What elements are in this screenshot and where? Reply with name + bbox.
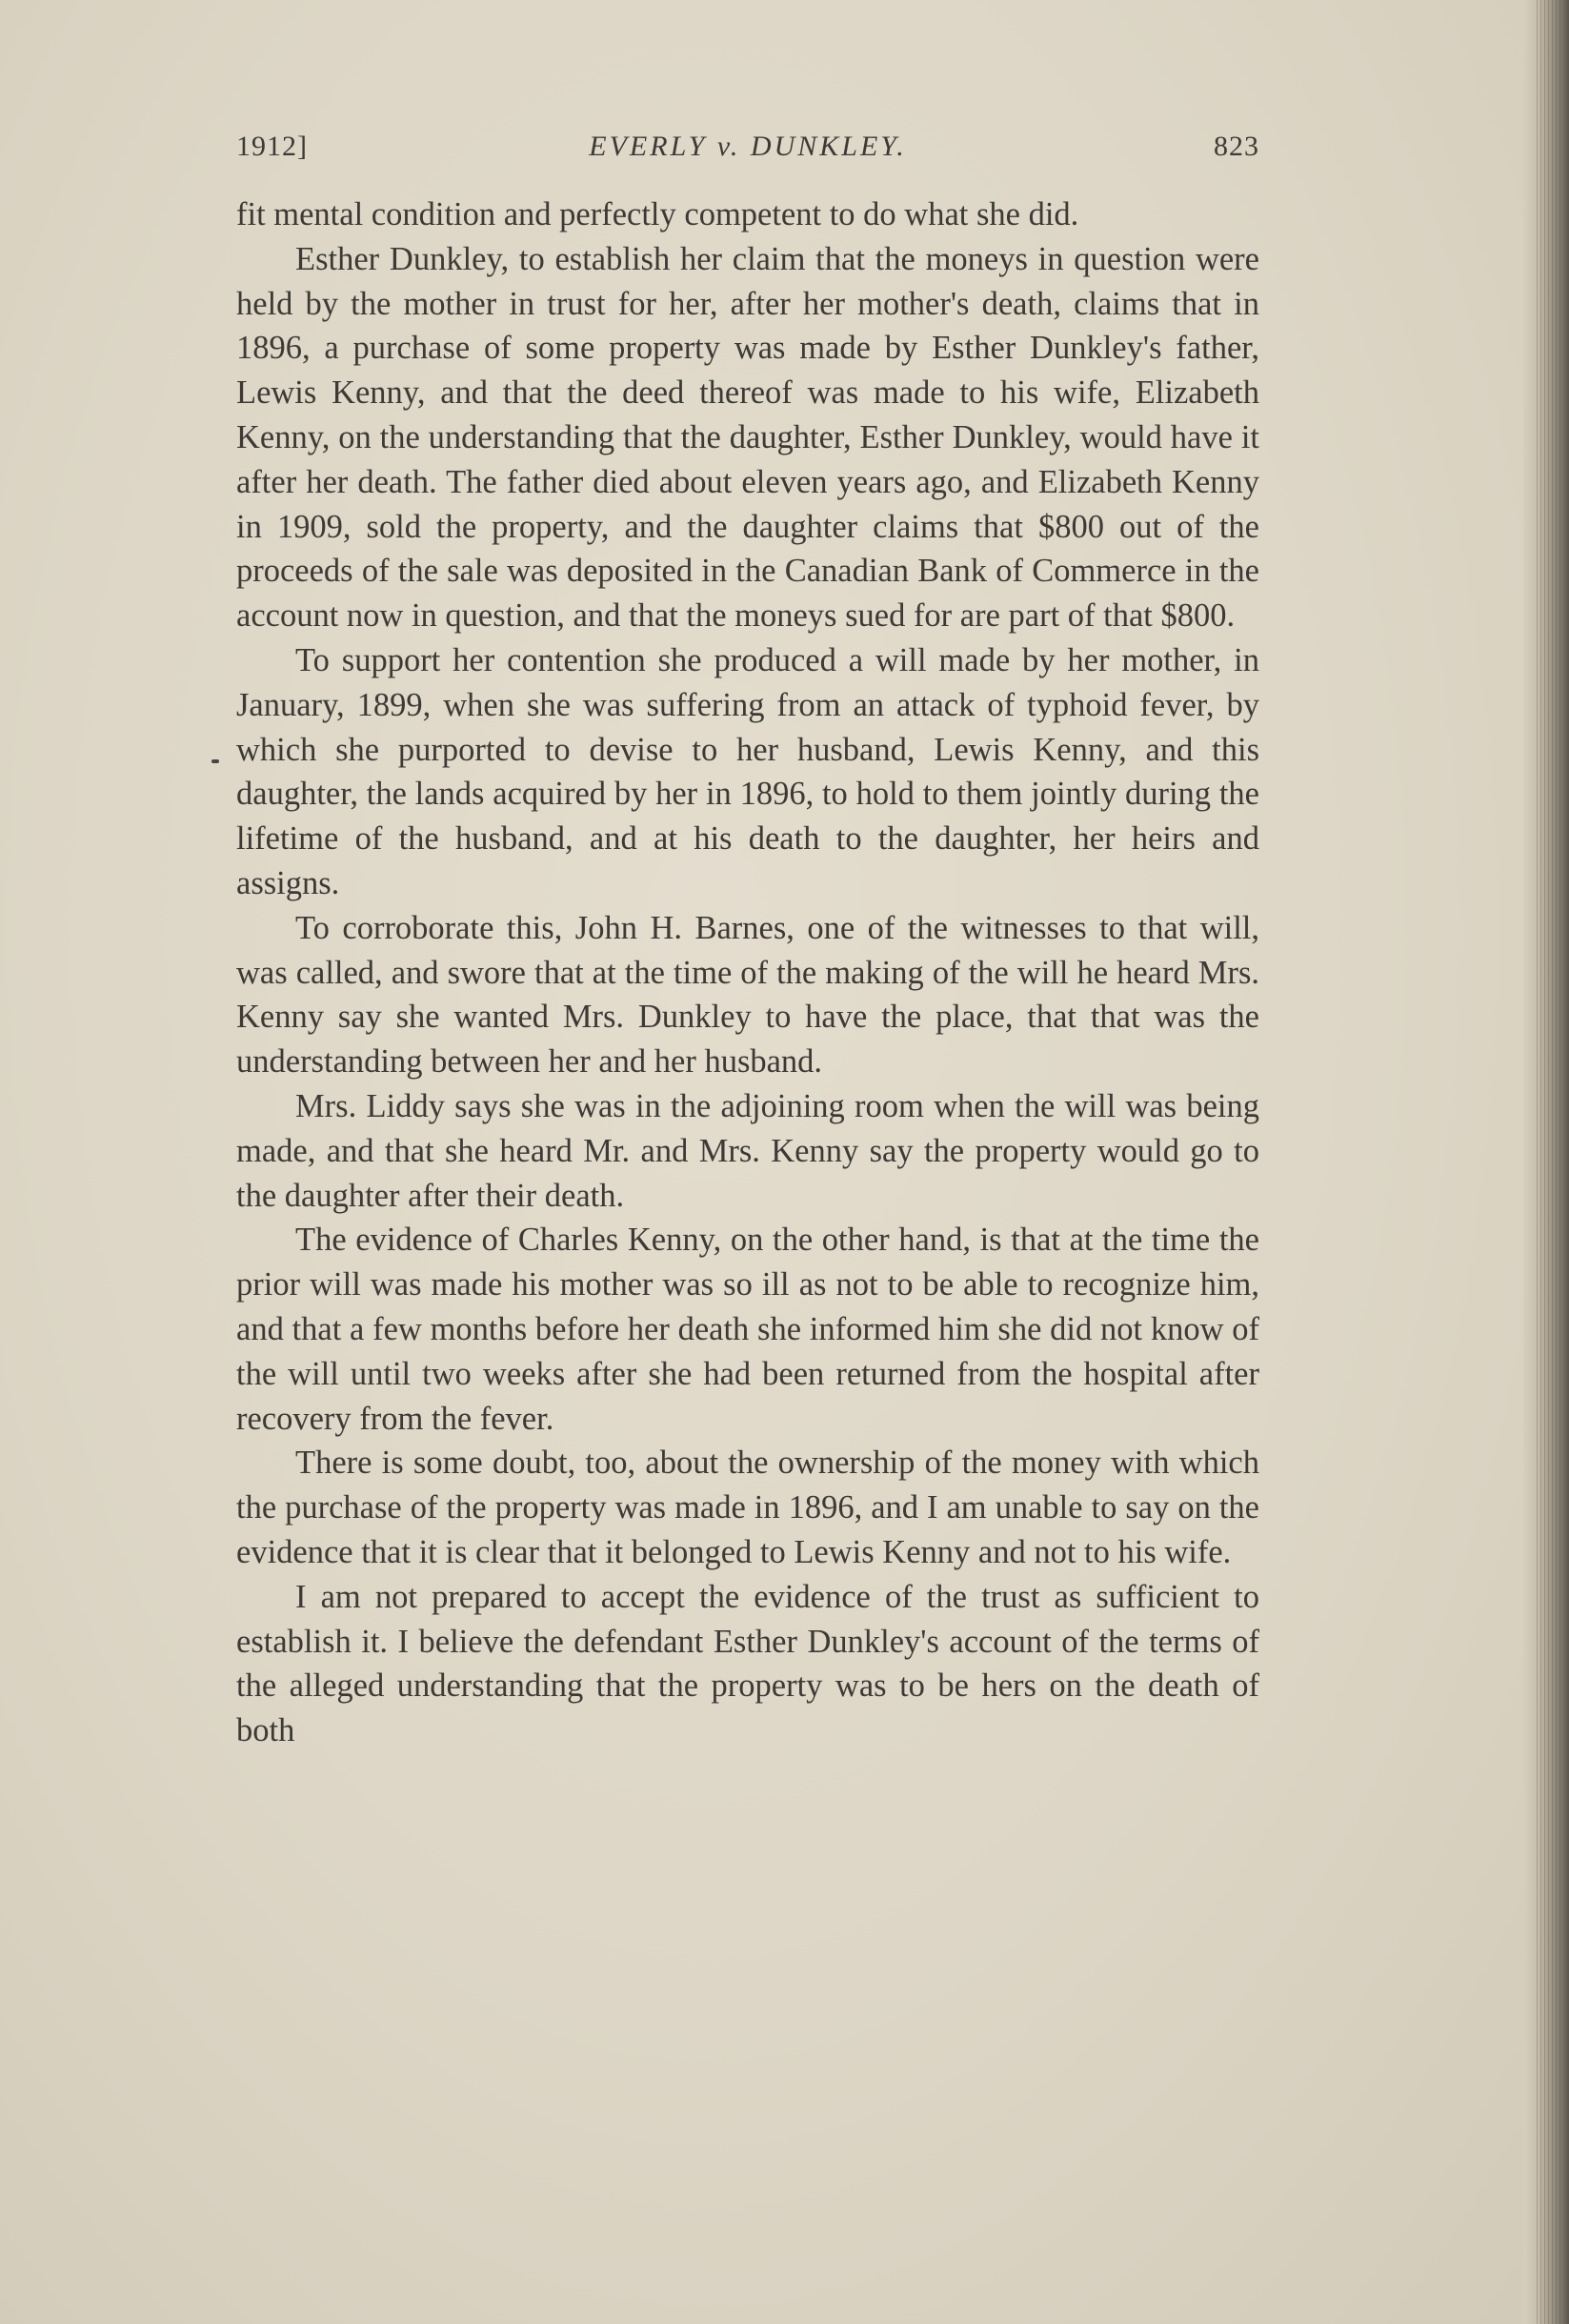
header-case-title: EVERLY v. DUNKLEY. [589,131,907,162]
page-edge-lines [1537,0,1561,2324]
paragraph: To support her contention she produced a will made by her mother, in January, 1899, when she was suffering from an attack of typhoid fever, by which she purported to devise to her husband, Lewis Kenny, and this daughter, the lands acquired by her in 1896, to hold to them jointly during the lifetime of the husband, and at his death to the daughter, her heirs and assigns. [236,641,1259,901]
paragraph: The evidence of Charles Kenny, on the other hand, is that at the time the prior will was made his mother was so ill as not to be able to recognize him, and that a few months before her death she informed him she did not know of the will until two weeks after she had been returned from the hospital after recovery from the fever. [236,1222,1259,1437]
paragraph: There is some doubt, too, about the ownership of the money with which the purchase of the property was made in 1896, and I am unable to say on the evidence that it is clear that it belonged to Lewis Kenny and not to his wife. [236,1445,1259,1570]
body-text [236,192,1259,1753]
ink-mark [211,759,219,763]
running-header [236,131,1259,169]
paragraph: I am not prepared to accept the evidence of the trust as sufficient to establish it. I believe the defendant Esther Dunkley's account of the terms of the alleged understanding that the property was to be hers on the death of both [236,1578,1259,1749]
paragraph: Esther Dunkley, to establish her claim that the moneys in question were held by the mother in trust for her, after her mother's death, claims that in 1896, a purchase of some property was made by Esther Dunkley's father, Lewis Kenny, and that the deed thereof was made to his wife, Elizabeth Kenny, on the understanding that the daughter, Esther Dunkley, would have it after her death. The father died about eleven years ago, and Elizabeth Kenny in 1909, sold the property, and the daughter claims that $800 out of the proceeds of the sale was deposited in the Canadian Bank of Commerce in the account now in question, and that the moneys sued for are part of that $800. [236,240,1259,635]
paragraph-continued: fit mental condition and perfectly competent to do what she did. [236,196,1079,232]
page-number: 823 [1214,131,1259,162]
paragraph: Mrs. Liddy says she was in the adjoining room when the will was being made, and that she heard Mr. and Mrs. Kenny say the property would go to the daughter after their death. [236,1087,1259,1214]
paragraph: To corroborate this, John H. Barnes, one of the witnesses to that will, was called, and swore that at the time of the making of the will he heard Mrs. Kenny say she wanted Mrs. Dunkley to have the place, that that was the understanding between her and her husband. [236,909,1259,1081]
header-year: 1912] [236,131,308,162]
